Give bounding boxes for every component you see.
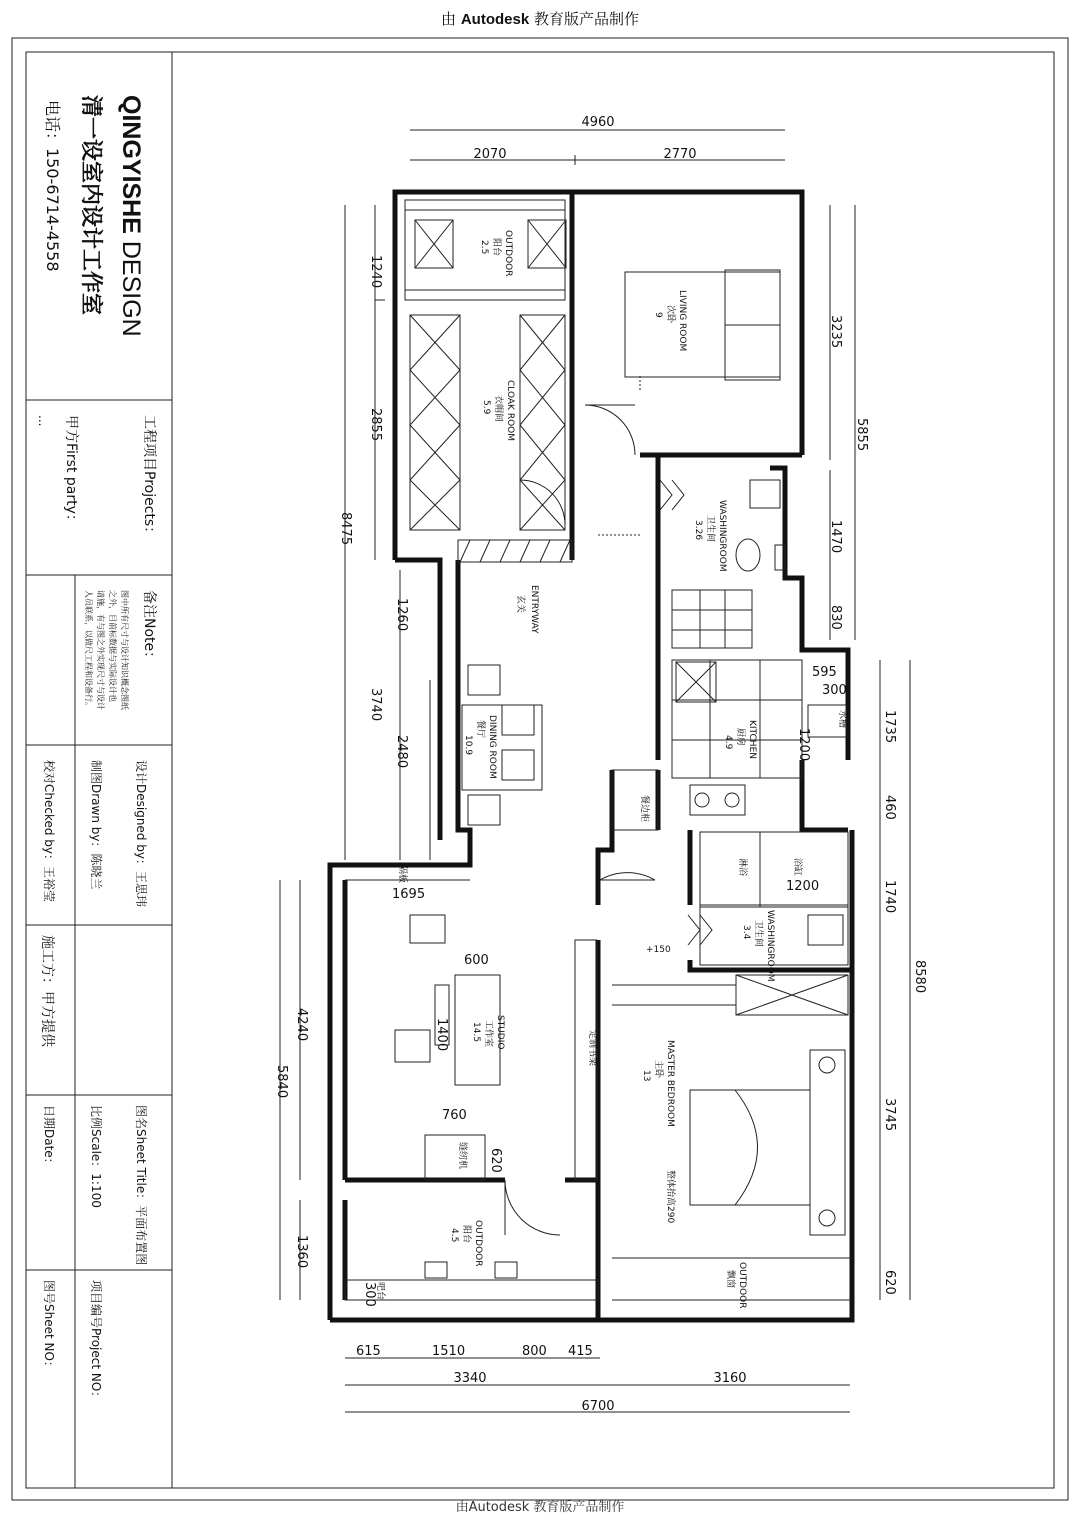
room-outdoor-bottom-en: OUTDOOR — [473, 1220, 483, 1267]
dim-left-4: 3740 — [368, 688, 383, 722]
dimension-lines — [280, 130, 910, 1412]
label-hanger: 隔板 — [397, 865, 407, 884]
dim-right-14: 620 — [882, 1270, 897, 1295]
dim-left-8: 1360 — [294, 1235, 309, 1269]
projects-label: 工程项目Projects： — [141, 415, 157, 541]
studio-name-en — [116, 95, 145, 337]
banner-suffix: 教育版产品制作 — [533, 10, 639, 28]
room-cloak-area: 5.9 — [481, 400, 491, 415]
room-dining-en: DINING ROOM — [487, 715, 497, 779]
room-kitchen-area: 4.9 — [723, 735, 733, 750]
room-master-area: 13 — [641, 1070, 651, 1082]
room-wash1-en: WASHINGROOM — [717, 500, 727, 572]
room-outdoor-top-cn: 阳台 — [491, 238, 501, 257]
dim-right-13: 3745 — [882, 1098, 897, 1132]
dim-top-right: 2770 — [663, 147, 697, 162]
dim-right-3: 1470 — [828, 520, 843, 554]
dim-right-8: 1200 — [796, 728, 811, 762]
note-text-3: 请施，有与图之外实现尺寸与设计 — [96, 590, 105, 710]
dim-bot-total: 6700 — [581, 1399, 615, 1414]
dim-right-6: 300 — [822, 683, 847, 698]
room-outdoor-bottom-area: 4.5 — [449, 1228, 459, 1243]
date: 日期Date： — [42, 1105, 56, 1170]
dim-bot-4: 415 — [568, 1344, 593, 1359]
room-master-en: MASTER BEDROOM — [665, 1040, 675, 1127]
label-plus150: +150 — [646, 945, 671, 955]
banner-brand: Autodesk — [460, 11, 530, 28]
room-outdoor-top-en: OUTDOOR — [503, 230, 513, 277]
note-label: 备注Note： — [141, 590, 157, 666]
note-text-2: 之外，目前标数据与实际设计也 — [108, 590, 117, 702]
dim-left-total: 8475 — [338, 512, 353, 546]
room-dining-cn: 餐厅 — [475, 720, 485, 739]
room-bay-en: OUTDOOR — [737, 1262, 747, 1309]
dim-right-1: 3235 — [828, 315, 843, 349]
dim-top-left: 2070 — [473, 147, 507, 162]
dim-right-11: 1200 — [786, 879, 820, 894]
dim-right-5: 595 — [812, 665, 837, 680]
label-sideboard: 餐边柜 — [639, 795, 649, 823]
dim-right-4: 830 — [828, 605, 843, 630]
first-party-value: ... — [36, 415, 50, 427]
drawn-by: 制图Drawn by：陈晓兰 — [89, 760, 103, 890]
dim-top-total: 4960 — [581, 115, 615, 130]
room-wash2-cn: 卫生间 — [753, 920, 763, 948]
label-sewing: 缝纫机 — [457, 1142, 467, 1170]
studio-name-cn: 清一设室内设计工作室 — [78, 95, 103, 316]
studio-phone: 电话：150-6714-4558 — [43, 100, 62, 272]
project-no: 项目编号Project NO： — [89, 1280, 103, 1404]
first-party-label: 甲方First party： — [63, 415, 79, 528]
room-studio-cn: 工作室 — [483, 1020, 493, 1048]
label-bathtub: 浴缸 — [792, 858, 802, 877]
room-wash2-area: 3.4 — [741, 925, 751, 940]
scale: 比例Scale：1:100 — [89, 1105, 103, 1208]
room-wash1-area: 3.26 — [693, 520, 703, 541]
dim-right-7: 1735 — [882, 710, 897, 744]
construction-party: 施工方：甲方提供 — [39, 935, 55, 1047]
dim-1695: 1695 — [392, 887, 426, 902]
label-raised: 整体抬高290 — [665, 1170, 675, 1224]
room-labels — [375, 230, 849, 1309]
dim-620: 620 — [488, 1148, 503, 1173]
room-living-cn: 次卧 — [665, 305, 675, 324]
dim-760: 760 — [442, 1108, 467, 1123]
designed-by: 设计Designed by：王思玮 — [134, 760, 148, 907]
studio-name-en-bold: QINGYISHE — [117, 95, 145, 234]
room-master-cn: 主卧 — [653, 1060, 663, 1079]
inner-frame — [26, 52, 1054, 1488]
dim-right-2: 5855 — [854, 418, 869, 452]
room-entry-cn: 玄关 — [515, 595, 525, 614]
room-kitchen-cn: 厨房 — [735, 728, 745, 747]
dim-bot-5: 3340 — [453, 1371, 487, 1386]
label-shower: 淋浴 — [737, 858, 747, 877]
studio-name-en-light: DESIGN — [117, 240, 145, 337]
room-living-en: LIVING ROOM — [677, 290, 687, 352]
dim-bot-2: 1510 — [432, 1344, 466, 1359]
room-outdoor-top-area: 2.5 — [479, 240, 489, 255]
dim-right-12: 8580 — [912, 960, 927, 994]
dim-bot-3: 800 — [522, 1344, 547, 1359]
banner-prefix: 由 — [441, 10, 457, 28]
room-living-area: 9 — [653, 312, 663, 318]
dim-right-9: 460 — [882, 795, 897, 820]
dim-left-1: 1240 — [368, 255, 383, 289]
dim-bot-1: 615 — [356, 1344, 381, 1359]
label-bookshelf: 定制书架 — [587, 1030, 597, 1067]
dim-left-5: 2480 — [394, 735, 409, 769]
room-wash2-en: WASHINGROOM — [765, 910, 775, 982]
dim-right-10: 1740 — [882, 880, 897, 914]
room-entry-en: ENTRYWAY — [529, 585, 539, 634]
room-outdoor-bottom-cn: 阳台 — [461, 1225, 471, 1244]
note-text-4: 人员联系，以做尺工程和设备行。 — [84, 590, 93, 710]
checked-by: 校对Checked by：王裕莹 — [42, 760, 56, 903]
note-text-1: 图中所有尺寸与设计知识概念图纸 — [120, 590, 129, 710]
dim-1400: 1400 — [434, 1018, 449, 1052]
dim-left-2: 2855 — [368, 408, 383, 442]
room-cloak-cn: 衣帽间 — [493, 395, 503, 423]
sheet-title: 图名Sheet Title：平面布置图 — [134, 1105, 148, 1266]
dim-left-7: 5840 — [274, 1065, 289, 1099]
dim-bot-6: 3160 — [713, 1371, 747, 1386]
label-sink: 水槽 — [837, 710, 847, 729]
room-studio-area: 14.5 — [471, 1022, 481, 1043]
room-dining-area: 10.9 — [463, 735, 473, 756]
bottom-banner: 由Autodesk 教育版产品制作 — [455, 1500, 625, 1515]
room-wash1-cn: 卫生间 — [705, 515, 715, 543]
room-cloak-en: CLOAK ROOM — [505, 380, 515, 442]
label-bar: 吧台 — [375, 1282, 385, 1301]
dim-left-3: 1260 — [394, 598, 409, 632]
dim-600: 600 — [464, 953, 489, 968]
room-bay-cn: 飘窗 — [725, 1270, 735, 1289]
room-studio-en: STUDIO — [495, 1015, 505, 1050]
dim-left-6: 4240 — [294, 1008, 309, 1042]
sheet-no: 图号Sheet NO： — [42, 1280, 56, 1373]
room-kitchen-en: KITCHEN — [747, 720, 757, 759]
dim-300: 300 — [362, 1282, 377, 1307]
